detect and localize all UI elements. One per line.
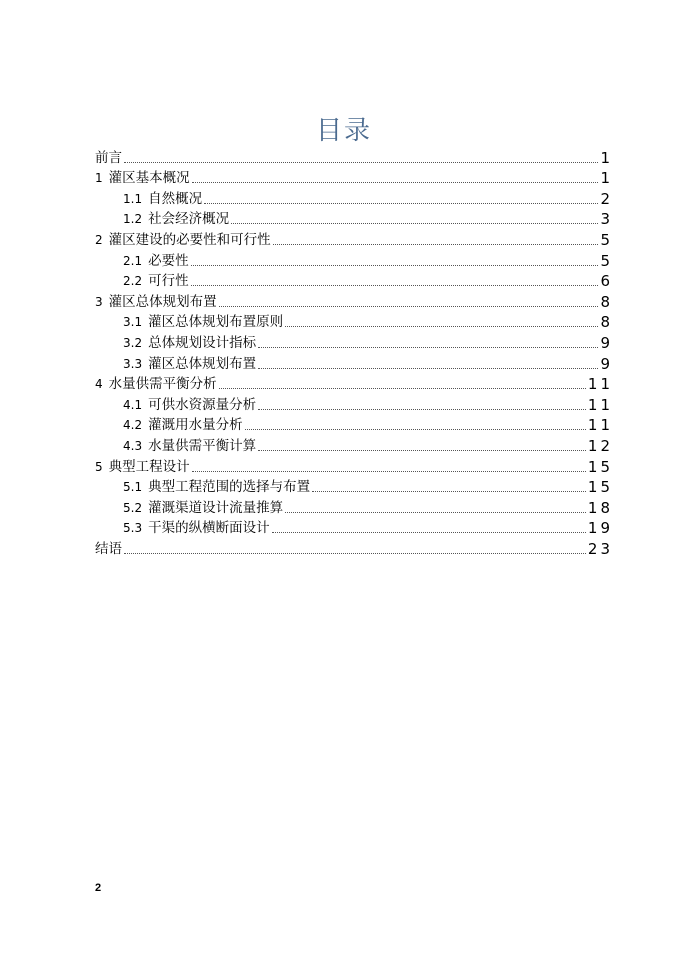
- toc-entry-number: 3.3: [123, 356, 143, 371]
- toc-dot-leader: [258, 409, 586, 410]
- toc-entry-page: 9: [600, 333, 613, 352]
- toc-entry-number: 3.2: [123, 335, 143, 350]
- toc-entry-label: 可供水资源量分析: [148, 396, 257, 413]
- toc-dot-leader: [258, 347, 598, 348]
- toc-dot-leader: [258, 368, 598, 369]
- toc-dot-leader: [219, 388, 586, 389]
- toc-entry-page: 8: [600, 313, 613, 332]
- toc-entry-label: 自然概况: [148, 190, 203, 207]
- toc-dot-leader: [231, 223, 598, 224]
- toc-entry-page: 12: [587, 436, 613, 455]
- toc-dot-leader: [272, 532, 586, 533]
- toc-entry[interactable]: [95, 331, 613, 352]
- toc-entry-number: 4.3: [123, 438, 143, 453]
- toc-entry[interactable]: [95, 208, 613, 229]
- toc-entry[interactable]: [95, 311, 613, 332]
- toc-entry-label: 灌区基本概况: [108, 170, 190, 187]
- toc-entry-number: 3: [95, 294, 103, 309]
- toc-entry[interactable]: [95, 517, 613, 538]
- toc-entry-page: 3: [600, 210, 613, 229]
- toc-entry-page: 11: [587, 416, 613, 435]
- toc-entry-label: 总体规划设计指标: [148, 334, 257, 351]
- toc-entry-number: 2: [95, 232, 103, 247]
- toc-dot-leader: [312, 491, 586, 492]
- toc-entry-label: 典型工程设计: [108, 458, 190, 475]
- toc-dot-leader: [285, 326, 598, 327]
- toc-entry[interactable]: [95, 476, 613, 497]
- toc-entry-label: 灌区总体规划布置原则: [148, 314, 284, 331]
- toc-entry-number: 2.1: [123, 253, 143, 268]
- toc-entry[interactable]: [95, 496, 613, 517]
- toc-dot-leader: [191, 285, 599, 286]
- toc-dot-leader: [204, 203, 598, 204]
- toc-entry-page: 19: [587, 519, 613, 538]
- toc-entry-page: 11: [587, 375, 613, 394]
- toc-entry-label: 灌区建设的必要性和可行性: [108, 231, 271, 248]
- toc-entry-page: 8: [600, 292, 613, 311]
- toc-entry-number: 5.3: [123, 521, 143, 536]
- toc-entry-label: 必要性: [148, 252, 189, 269]
- toc-entry-number: 4.1: [123, 397, 143, 412]
- toc-entry-label: 干渠的纵横断面设计: [148, 520, 270, 537]
- toc-dot-leader: [219, 306, 599, 307]
- toc-dot-leader: [192, 182, 599, 183]
- toc-entry-page: 6: [600, 272, 613, 291]
- toc-entry-page: 15: [587, 478, 613, 497]
- toc-dot-leader: [273, 244, 599, 245]
- toc-entry[interactable]: [95, 414, 613, 435]
- toc-entry-label: 灌区总体规划布置: [108, 293, 217, 310]
- toc-entry-page: 23: [587, 539, 613, 558]
- toc-entry-page: 18: [587, 498, 613, 517]
- toc-entry[interactable]: [95, 146, 613, 167]
- toc-entry[interactable]: [95, 352, 613, 373]
- toc-dot-leader: [245, 429, 586, 430]
- toc-entry-number: 1: [95, 171, 103, 186]
- toc-entry-number: 4.2: [123, 418, 143, 433]
- toc-entry[interactable]: [95, 249, 613, 270]
- toc-entry-label: 前言: [95, 149, 122, 166]
- toc-entry[interactable]: [95, 434, 613, 455]
- toc-entry-label: 灌溉用水量分析: [148, 417, 243, 434]
- toc-dot-leader: [285, 512, 586, 513]
- toc-entry-number: 1.1: [123, 191, 143, 206]
- page-number: 2: [95, 882, 102, 894]
- toc-entry[interactable]: [95, 167, 613, 188]
- toc-entry-label: 典型工程范围的选择与布置: [148, 479, 311, 496]
- toc-entry[interactable]: [95, 373, 613, 394]
- toc-entry-page: 1: [600, 148, 613, 167]
- toc-entry-number: 5: [95, 459, 103, 474]
- toc-entry-label: 水量供需平衡分析: [108, 376, 217, 393]
- toc-entry-page: 15: [587, 457, 613, 476]
- toc-title: 目录: [315, 116, 372, 146]
- toc-entry[interactable]: [95, 455, 613, 476]
- toc-entry-number: 2.2: [123, 274, 143, 289]
- toc-entry-label: 灌溉渠道设计流量推算: [148, 499, 284, 516]
- toc-entry-label: 社会经济概况: [148, 211, 230, 228]
- toc-dot-leader: [258, 450, 586, 451]
- toc-entry-number: 4: [95, 377, 103, 392]
- toc-dot-leader: [124, 162, 598, 163]
- toc-entry-page: 11: [587, 395, 613, 414]
- toc-entry-page: 9: [600, 354, 613, 373]
- toc-entry-label: 水量供需平衡计算: [148, 437, 257, 454]
- toc-entry[interactable]: [95, 270, 613, 291]
- toc-entry-number: 3.1: [123, 315, 143, 330]
- table-of-contents: [95, 146, 613, 558]
- toc-entry-number: 5.2: [123, 500, 143, 515]
- toc-entry-label: 可行性: [148, 273, 189, 290]
- toc-entry-number: 5.1: [123, 480, 143, 495]
- toc-dot-leader: [192, 471, 586, 472]
- toc-entry[interactable]: [95, 187, 613, 208]
- toc-entry[interactable]: [95, 228, 613, 249]
- toc-entry-label: 灌区总体规划布置: [148, 355, 257, 372]
- toc-entry[interactable]: [95, 393, 613, 414]
- toc-entry-page: 1: [600, 169, 613, 188]
- toc-entry[interactable]: [95, 537, 613, 558]
- toc-entry-page: 5: [600, 230, 613, 249]
- toc-dot-leader: [124, 553, 586, 554]
- toc-entry[interactable]: [95, 290, 613, 311]
- toc-entry-label: 结语: [95, 540, 122, 557]
- toc-entry-number: 1.2: [123, 212, 143, 227]
- toc-entry-page: 2: [600, 189, 613, 208]
- toc-entry-page: 5: [600, 251, 613, 270]
- toc-dot-leader: [191, 265, 599, 266]
